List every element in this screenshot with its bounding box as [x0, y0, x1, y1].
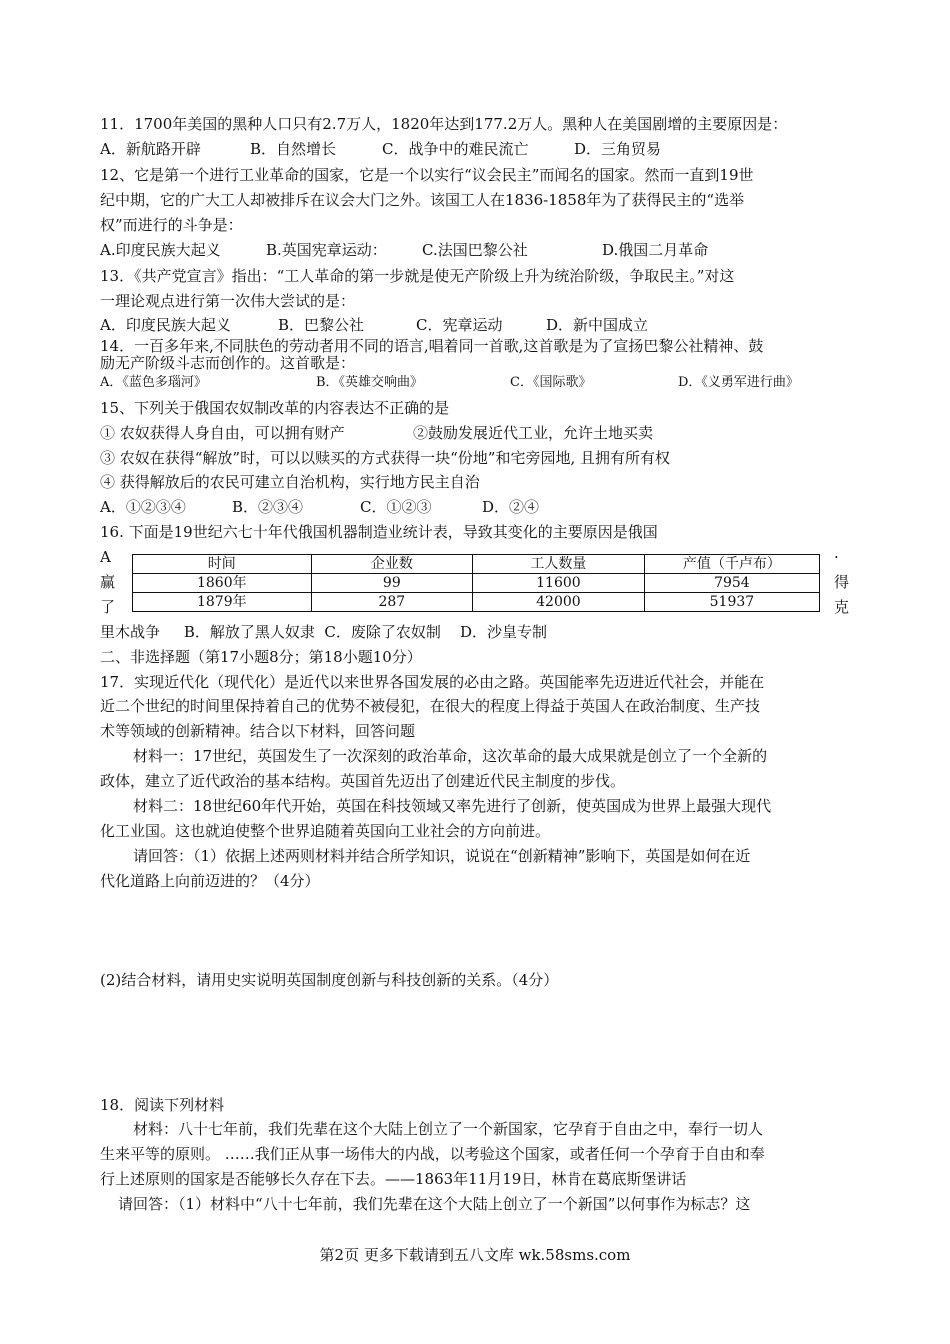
option-a: A．新航路开辟 [100, 140, 201, 158]
question-11-options [100, 139, 661, 159]
question-14-options [100, 373, 799, 393]
question-16-left-char-2: 赢 [100, 573, 116, 591]
table-header-cell: 时间 [133, 555, 312, 574]
table-header-row [133, 555, 820, 574]
table-cell: 51937 [644, 593, 819, 612]
option-d: D．新中国成立 [546, 316, 649, 334]
option-b: B．《英雄交响曲》 [316, 375, 424, 390]
table-cell: 7954 [644, 574, 819, 593]
table-cell: 1879年 [133, 593, 312, 612]
material-2-line-1: 材料二：18世纪60年代开始，英国在科技领域又率先进行了创新，使英国成为世界上最强大现代 [133, 797, 772, 815]
question-16-left-char-1: A [100, 548, 111, 566]
question-13-line-2: 一理论观点进行第一次伟大尝试的是： [100, 292, 356, 310]
table-row [133, 574, 820, 593]
question-17-part-2: (2)结合材料，请用史实说明英国制度创新与科技创新的关系。（4分） [100, 971, 559, 989]
question-18-material-line-1: 材料：八十七年前，我们先辈在这个大陆上创立了一个新国家，它孕育于自由之中，奉行一切人 [133, 1120, 764, 1138]
option-a: A.印度民族大起义 [100, 241, 221, 259]
option-a: A．《蓝色多瑙河》 [100, 375, 207, 390]
option-c: C．《国际歌》 [510, 375, 592, 390]
table-header-cell: 企业数 [311, 555, 472, 574]
question-18-part-1: 请回答：（1）材料中“八十七年前，我们先辈在这个大陆上创立了一个新国”以何事作为标志？这 [118, 1195, 751, 1213]
item-2: ②鼓励发展近代工业，允许土地买卖 [413, 424, 654, 442]
question-11: 11．1700年美国的黑种人口只有2.7万人，1820年达到177.2万人。黑种人在美国剧增的主要原因是： [100, 115, 788, 133]
table-cell: 1860年 [133, 574, 312, 593]
option-b: B．巴黎公社 [278, 316, 365, 334]
table-cell: 42000 [473, 593, 645, 612]
question-13-options [100, 315, 648, 335]
option-b: B．自然增长 [250, 140, 337, 158]
question-12-options [100, 240, 708, 260]
question-17-part-1-line-1: 请回答：（1）依据上述两则材料并结合所学知识，说说在“创新精神”影响下，英国是如何在近 [133, 847, 751, 865]
material-1-line-1: 材料一：17世纪，英国发生了一次深刻的政治革命，这次革命的最大成果就是创立了一个全新的 [133, 747, 768, 765]
question-15-options [100, 497, 539, 517]
question-18-material-line-2: 生来平等的原则。 ……我们正从事一场伟大的内战，以考验这个国家，或者任何一个孕育于自由和奉 [100, 1145, 765, 1163]
question-18: 18．阅读下列材料 [100, 1096, 225, 1114]
option-b: B.英国宪章运动： [266, 241, 387, 259]
question-17-line-1: 17．实现近代化（现代化）是近代以来世界各国发展的必由之路。英国能率先迈进近代社会，并能在 [100, 673, 765, 691]
table-header-cell: 产值（千卢布） [644, 555, 819, 574]
question-15: 15、下列关于俄国农奴制改革的内容表达不正确的是 [100, 399, 450, 417]
option-c: C．①②③ [360, 498, 432, 516]
question-16: 16. 下面是19世纪六七十年代俄国机器制造业统计表，导致其变化的主要原因是俄国 [100, 523, 658, 541]
question-17-line-2: 近二个世纪的时间里保持着自己的优势不被侵犯，在很大的程度上得益于英国人在政治制度、生产技 [100, 697, 761, 715]
option-c: C．战争中的难民流亡 [382, 140, 529, 158]
option-a: A．印度民族大起义 [100, 316, 231, 334]
table-cell: 287 [311, 593, 472, 612]
question-12-line-3: 权”而进行的斗争是： [100, 216, 243, 234]
option-a: A．①②③④ [100, 498, 186, 516]
question-12-line-2: 纪中期，它的广大工人却被排斥在议会大门之外。该国工人在1836-1858年为了获得民主的“选举 [100, 191, 745, 209]
page-footer: 第2页 更多下载请到五八文库 wk.58sms.com [319, 1246, 631, 1264]
option-d: D．②④ [482, 498, 540, 516]
material-2-line-2: 化工业国。这也就迫使整个世界追随着英国向工业社会的方向前进。 [100, 822, 551, 840]
section-2-heading: 二、非选择题（第17小题8分；第18小题10分） [100, 648, 422, 666]
question-12-line-1: 12、它是第一个进行工业革命的国家，它是一个以实行“议会民主”而闻名的国家。然而一直到19世 [100, 166, 754, 184]
option-d: D.俄国二月革命 [602, 241, 709, 259]
question-17-part-1-line-2: 代化道路上向前迈进的？（4分） [100, 872, 320, 890]
option-d: D．三角贸易 [574, 140, 662, 158]
question-16-right-char-3: 克 [834, 598, 850, 616]
option-c: C.法国巴黎公社 [422, 241, 528, 259]
question-13-line-1: 13．《共产党宣言》指出：“工人革命的第一步就是使无产阶级上升为统治阶级，争取民主。”对这 [100, 267, 735, 285]
question-16-right-char-1: · [834, 548, 839, 566]
question-16-left-char-3: 了 [100, 598, 116, 616]
table-row [133, 593, 820, 612]
question-17-line-3: 术等领域的创新精神。结合以下材料，回答问题 [100, 722, 416, 740]
question-14-line-2: 励无产阶级斗志而创作的。这首歌是： [100, 354, 356, 372]
material-1-line-2: 政体，建立了近代政治的基本结构。英国首先迈出了创建近代民主制度的步伐。 [100, 772, 626, 790]
question-15-items-1-2 [100, 423, 653, 443]
question-18-material-line-3: 行上述原则的国家是否能够长久存在下去。——1863年11月19日，林肯在葛底斯堡讲话 [100, 1170, 687, 1188]
question-15-item-3: ③ 农奴在获得“解放”时，可以以赎买的方式获得一块“份地”和宅旁园地, 且拥有所有权 [100, 449, 670, 467]
table-header-cell: 工人数量 [473, 555, 645, 574]
table-cell: 11600 [473, 574, 645, 593]
question-14-line-1: 14．一百多年来,不同肤色的劳动者用不同的语言,唱着同一首歌,这首歌是为了宣扬巴黎公社精神、鼓 [100, 337, 764, 355]
question-16-options: 里木战争 B．解放了黑人奴隶 C．废除了农奴制 D．沙皇专制 [100, 623, 547, 641]
table-cell: 99 [311, 574, 472, 593]
option-b: B．②③④ [232, 498, 304, 516]
item-1: ① 农奴获得人身自由，可以拥有财产 [100, 424, 345, 442]
option-c: C．宪章运动 [416, 316, 503, 334]
statistics-table [132, 554, 820, 612]
question-15-item-4: ④ 获得解放后的农民可建立自治机构，实行地方民主自治 [100, 473, 480, 491]
question-16-right-char-2: 得 [834, 573, 850, 591]
option-d: D．《义勇军进行曲》 [678, 375, 799, 390]
